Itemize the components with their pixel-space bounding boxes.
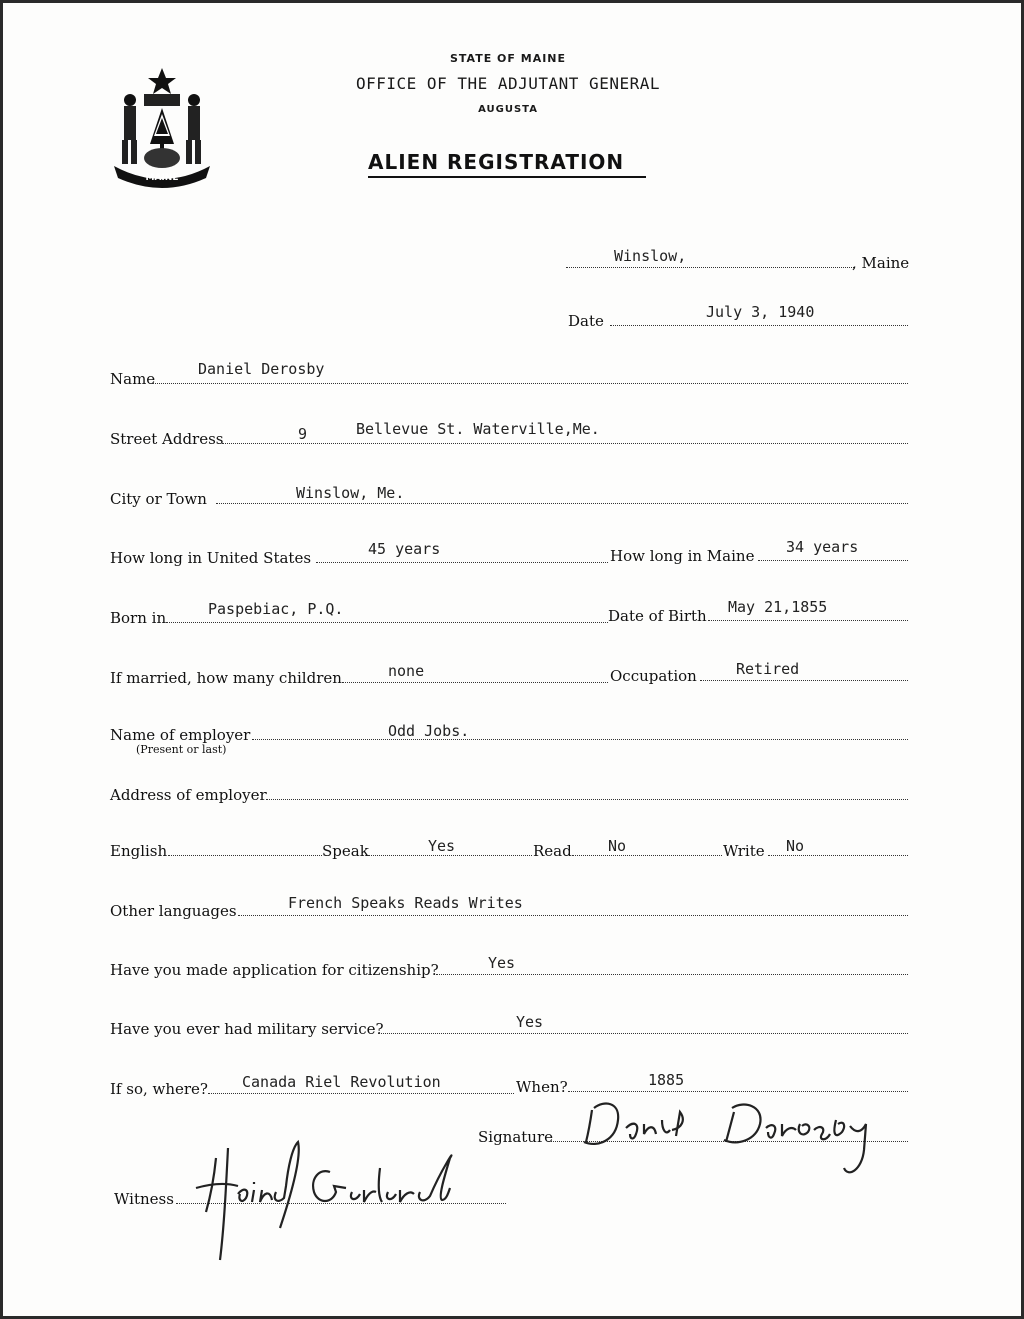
state-heading: STATE OF MAINE: [449, 52, 567, 65]
field-line: [252, 739, 908, 740]
field-line: [152, 383, 908, 384]
children-value: none: [388, 662, 425, 680]
employer-label: Name of employer: [110, 726, 251, 744]
town-value: Winslow,: [614, 247, 687, 265]
other-languages-label: Other languages: [110, 902, 237, 920]
witness-signature: [180, 1128, 470, 1268]
date-value: July 3, 1940: [706, 303, 815, 321]
us-duration-value: 45 years: [368, 540, 441, 558]
field-line: [216, 503, 908, 504]
field-line: [266, 799, 908, 800]
border: [0, 0, 3, 1319]
field-line: [168, 855, 322, 856]
military-value: Yes: [516, 1013, 544, 1031]
field-line: [566, 267, 854, 268]
occupation-label: Occupation: [610, 667, 697, 685]
speak-value: Yes: [428, 837, 456, 855]
name-label: Name: [110, 370, 156, 388]
field-line: [316, 562, 608, 563]
us-duration-label: How long in United States: [110, 549, 312, 567]
occupation-value: Retired: [736, 660, 800, 678]
field-line: [436, 974, 908, 975]
other-languages-value: French Speaks Reads Writes: [288, 894, 523, 912]
employer-sublabel: (Present or last): [136, 743, 227, 756]
field-line: [166, 622, 608, 623]
city-value: Winslow, Me.: [296, 484, 405, 502]
when-label: When?: [516, 1078, 568, 1096]
svg-text:MAINE: MAINE: [145, 173, 179, 183]
read-value: No: [608, 837, 627, 855]
born-value: Paspebiac, P.Q.: [208, 600, 344, 618]
where-value: Canada Riel Revolution: [242, 1073, 441, 1091]
write-value: No: [786, 837, 805, 855]
citizenship-value: Yes: [488, 954, 516, 972]
applicant-signature: [574, 1090, 904, 1190]
when-value: 1885: [648, 1071, 685, 1089]
dob-label: Date of Birth: [608, 607, 707, 625]
name-value: Daniel Derosby: [198, 360, 325, 378]
dob-value: May 21,1855: [728, 598, 828, 616]
field-line: [700, 680, 908, 681]
employer-value: Odd Jobs.: [388, 722, 470, 740]
street-number: 9: [298, 425, 308, 443]
field-line: [368, 855, 532, 856]
read-label: Read: [533, 842, 572, 860]
maine-duration-label: How long in Maine: [610, 547, 755, 565]
street-value: Bellevue St. Waterville,Me.: [356, 420, 600, 438]
date-label: Date: [568, 312, 604, 330]
office-heading: OFFICE OF THE ADJUTANT GENERAL: [356, 74, 660, 93]
maine-duration-value: 34 years: [786, 538, 859, 556]
witness-label: Witness: [114, 1190, 174, 1208]
city-heading: AUGUSTA: [478, 104, 538, 115]
where-label: If so, where?: [110, 1080, 208, 1098]
field-line: [342, 682, 608, 683]
field-line: [572, 855, 722, 856]
border: [0, 0, 1024, 3]
field-line: [768, 855, 908, 856]
field-line: [708, 620, 908, 621]
military-label: Have you ever had military service?: [110, 1020, 384, 1038]
title-underline: [368, 176, 646, 178]
employer-address-label: Address of employer: [110, 786, 267, 804]
field-line: [610, 325, 908, 326]
write-label: Write: [723, 842, 765, 860]
street-label: Street Address: [110, 430, 224, 448]
children-label: If married, how many children: [110, 669, 342, 687]
field-line: [378, 1033, 908, 1034]
signature-label: Signature: [478, 1128, 554, 1146]
form-title: ALIEN REGISTRATION: [368, 150, 625, 174]
speak-label: Speak: [322, 842, 369, 860]
field-line: [238, 915, 908, 916]
field-line: [758, 560, 908, 561]
citizenship-label: Have you made application for citizenship?: [110, 961, 439, 979]
maine-label: , Maine: [852, 254, 910, 272]
born-label: Born in: [110, 609, 167, 627]
field-line: [208, 1093, 514, 1094]
city-label: City or Town: [110, 490, 207, 508]
english-label: English: [110, 842, 168, 860]
field-line: [222, 443, 908, 444]
